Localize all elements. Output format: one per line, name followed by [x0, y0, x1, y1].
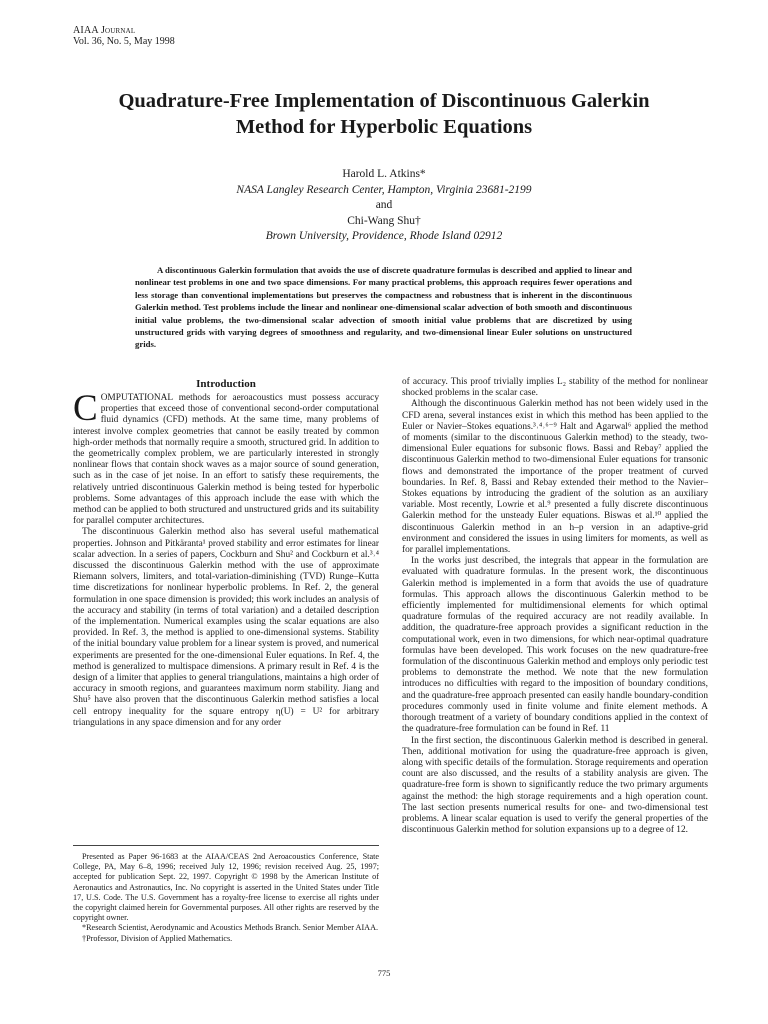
- section-heading-introduction: Introduction: [196, 378, 256, 390]
- footnotes: [73, 845, 379, 944]
- intro-paragraph-1-text: methods for aeroacoustics must possess accuracy properties that exceed those of conventional second-order computational fluid dynamics (CFD) methods. At the same time, many problems of interest involve complex geometries that cannot be easily treated by common high-order methods that normally require a smooth, structured grid. In addition to the geometrically complex problem, we are particularly interested in strongly nonlinear flows that contain shock waves as a major source of sound generation, such as in the case of jet noise. In an effort to satisfy these requirements, the relatively untried discontinuous Galerkin method is being tested for hyperbolic problems. Some advantages of this approach include the ease with which the method can be applied to both structured and unstructured grids and its suitability for parallel computer architectures.: [73, 393, 379, 527]
- footnote-received: Presented as Paper 96-1683 at the AIAA/CEAS 2nd Aeroacoustics Conference, State College, PA, May 6–8, 1996; received July 12, 1996; revision received Aug. 25, 1997; accepted for publication Sept. 22, 1997. Copyright © 1998 by the American Institute of Aeronautics and Astronautics, Inc. No copyright is asserted in the United States under Title 17, U.S. Code. The U.S. Government has a royalty-free license to exercise all rights under the copyright claimed herein for Governmental purposes. All other rights are reserved by the copyright owner.: [73, 852, 379, 923]
- journal-header: [73, 25, 175, 47]
- right-paragraph-3: In the first section, the discontinuous Galerkin method is described in general. Then, additional motivation for using the quadrature-free approach is given, along with specific details of the formulation. Storage requirements and operation count are also discussed, and the results of a stability analysis are given. The quadrature-free form is shown to significantly reduce the two primary arguments against the method: the high storage requirements and a high operation count. The last section presents numerical results for one- and two-dimensional test problems. A linear scalar equation is used to verify the general properties of the discontinuous Galerkin method for solution expansions up to a degree of 12.: [402, 735, 708, 836]
- right-column: [402, 377, 708, 836]
- right-paragraph-2: In the works just described, the integrals that appear in the formulation are evaluated with quadrature formulas. In the present work, the discontinuous Galerkin method is implemented in a form that avoids the use of quadrature formulas. This approach allows the discontinuous Galerkin method to be efficiently implemented for multidimensional elements for which optimal quadrature formulas of the required accuracy are not readily available. In addition, the quadrature-free approach provides a significant reduction in the computational work, even in two dimensions, for which near-optimal quadrature formulas have been developed. This work focuses on the new quadrature-free formulation of the discontinuous Galerkin method and employs only periodic test problems to demonstrate the method. We note that the new formulation introduces no difficulties with regard to the imposition of boundary conditions, and the quadrature-free approach presented can easily handle boundary-condition procedures commonly used in finite volume and finite element methods. A thorough treatment of a variety of boundary conditions applied in the context of the quadrature-free formulation can be found in Ref. 11: [402, 556, 708, 735]
- page-number: 775: [377, 968, 391, 978]
- author-1-name: Harold L. Atkins*: [342, 168, 426, 180]
- paper-title-line-2: Method for Hyperbolic Equations: [235, 116, 533, 138]
- author-2-affiliation: Brown University, Providence, Rhode Island 02912: [265, 230, 503, 242]
- author-conjunction: and: [375, 199, 393, 211]
- intro-lead-word: OMPUTATIONAL: [100, 393, 174, 403]
- intro-paragraph-1: [73, 388, 379, 527]
- footnote-author-1: *Research Scientist, Aerodynamic and Acoustics Methods Branch. Senior Member AIAA.: [82, 923, 379, 933]
- author-1-affiliation: NASA Langley Research Center, Hampton, Virginia 23681-2199: [236, 183, 532, 196]
- author-block: [100, 167, 668, 245]
- left-column: [73, 377, 379, 729]
- intro-paragraph-2: The discontinuous Galerkin method also has several useful mathematical properties. Johnson and Pitkäranta¹ proved stability and error estimates for linear scalar advection. In a series of papers, Cockburn and Shu² and Cockburn et al.³˒⁴ discussed the discontinuous Galerkin method with the use of approximate Riemann solvers, limiters, and total-variation-diminishing (TVD) Runge–Kutta time discretizations for nonlinear hyperbolic problems. In Ref. 2, the general formulation in one space dimension is provided; this work includes an analysis of the accuracy and stability (in terms of total variation) and a detailed description of the implementation. Numerical examples using the scalar equations are also provided. In Ref. 3, the method is applied to one-dimensional systems. Stability of the initial boundary value problem for a linear system is proved, and numerical experiments are presented for the one-dimensional Euler equations. In Ref. 4, the method is generalized to multispace dimensions. A primary result in Ref. 4 is the design of a limiter that applies to general triangulations, maintains a high order of accuracy in smooth regions, and guarantees maximum norm stability. Jiang and Shu⁵ have also proven that the discontinuous Galerkin method satisfies a local cell entropy inequality for the square entropy η(U) = U² for arbitrary triangulations in any space dimension and for any order: [73, 527, 379, 728]
- footnote-author-2: †Professor, Division of Applied Mathematics.: [82, 933, 233, 943]
- paper-title-line-1: Quadrature-Free Implementation of Discontinuous Galerkin: [118, 90, 650, 112]
- right-paragraph-1: Although the discontinuous Galerkin method has not been widely used in the CFD arena, several instances exist in which this method has been applied to the Euler or Navier–Stokes equations.³˒⁴˒⁶⁻⁹ Halt and Agarwal⁶ applied the method of moments (similar to the discontinuous Galerkin method) to the steady, two-dimensional Euler equations for subsonic flows. Bassi and Rebay⁷ applied the discontinuous Galerkin method to two-dimensional Euler equations for transonic flows and demonstrated the importance of the proper treatment of curved boundaries. In Ref. 8, Bassi and Rebay extended their method to the Navier–Stokes equations by introducing the gradient of the solution as an auxiliary variable. Most recently, Lowrie et al.⁹ presented a fully discrete discontinuous Galerkin method for the unsteady Euler equations. Biswas et al.¹⁰ applied the discontinuous Galerkin method in an h–p version in an adaptive-grid environment and considered the issues in using limiters for moments, as well as for parallel implementations.: [402, 399, 708, 556]
- author-2-name: Chi-Wang Shu†: [347, 214, 421, 227]
- right-paragraph-0: of accuracy. This proof trivially implies L₂ stability of the method for nonlinear shocked problems in the scalar case.: [402, 377, 708, 399]
- abstract: A discontinuous Galerkin formulation that avoids the use of discrete quadrature formulas is described and applied to linear and nonlinear test problems in one and two space dimensions. For many practical problems, this approach requires fewer operations and less storage than conventional implementations but preserves the compactness and robustness that is inherent in the discontinuous Galerkin method. Test problems include the linear and nonlinear one-dimensional scalar advection of both smooth and discontinuous initial value problems, the two-dimensional scalar advection of smooth initial value problems that are discretized by using unstructured grids with varying degrees of smoothness and regularity, and two-dimensional linear Euler solutions on unstructured grids.: [135, 265, 632, 350]
- drop-cap: C: [73, 388, 98, 429]
- journal-volume: Vol. 36, No. 5, May 1998: [73, 36, 175, 47]
- paper-title: [40, 88, 728, 140]
- journal-name: AIAA Journal: [73, 25, 136, 36]
